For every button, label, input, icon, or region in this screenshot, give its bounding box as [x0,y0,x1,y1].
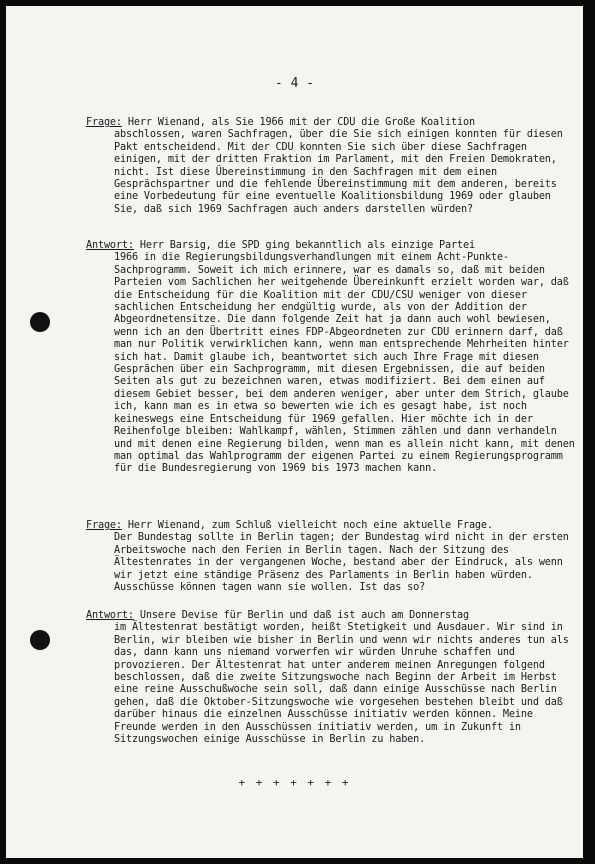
document-page [6,6,583,858]
answer-block [86,240,576,476]
question-block [86,520,576,594]
question-text: abschlossen, waren Sachfragen, über die Sie sich einigen konnten für diesen Pakt entscheidend. Mit der CDU konnten Sie sich über diese Sachfragen einigen, mit der dritten Fraktion im Parlament, mit den Freien Demokraten, nicht. Ist diese Übereinstimmung in den Sachfragen mit dem einen Gesprächspartner und die fehlende Übereinstimmung mit dem anderen, bereits eine Vorbedeutung für eine eventuelle Koalitionsbildung 1969 oder glauben Sie, daß sich 1969 Sachfragen auch anders darstellen würden? [114,129,563,215]
question-first-line: Herr Wienand, zum Schluß vielleicht noch eine aktuelle Frage. [127,520,493,531]
answer-block [86,610,576,746]
question-label: Frage: [86,520,122,531]
answer-label: Antwort: [86,240,134,251]
answer-first-line: Herr Barsig, die SPD ging bekanntlich als einzige Partei [139,240,475,251]
punch-hole-icon [30,630,50,650]
answer-text: 1966 in die Regierungsbildungsverhandlungen mit einem Acht-Punkte-Sachprogramm. Soweit ich mich erinnere, war es damals so, daß mit beiden Parteien vom Sachlichen her weitgehende Übereinkunft erzielt worden war, daß die Entscheidung für die Koalition mit der CDU/CSU weniger von dieser sachlichen Entscheidung her endgültig wurde, als von der Addition der Abgeordnetensitze. Die dann folgende Zeit hat ja dann auch wohl bewiesen, wenn ich an den Übertritt eines FDP-Abgeordneten zur CDU erinnern darf, daß man nur Politik verwirklichen kann, wenn man entsprechende Mehrheiten hinter sich hat. Damit glaube ich, beantwortet sich auch Ihre Frage mit diesen Gesprächen über ein Sachprogramm, mit diesen Ergebnissen, die auf beiden Seiten als gut zu bezeichnen waren, etwas modifiziert. Bei dem einen auf diesem Gebiet besser, bei dem anderen weniger, aber unter dem Strich, glaube ich, kann man es in etwa so bewerten wie ich es gesagt habe, ist noch keineswegs eine Entscheidung für 1969 gefallen. Hier möchte ich in der Reihenfolge bleiben: Wahlkampf, wählen, Stimmen zählen und dann verhandeln und mit denen eine Regierung bilden, wenn man es allein nicht kann, mit denen man optimal das Wahlprogramm der eigenen Partei zu einem Regierungsprogramm für die Bundesregierung von 1969 bis 1973 machen kann. [114,252,575,475]
end-marks: + + + + + + + [238,776,351,789]
page-number: - 4 - [274,76,315,91]
question-block [86,117,576,216]
answer-label: Antwort: [86,610,134,621]
answer-text: im Ältestenrat bestätigt worden, heißt Stetigkeit und Ausdauer. Wir sind in Berlin, wir bleiben wie bisher in Berlin und wenn wir nichts anderes tun als das, dann kann uns niemand vorwerfen wir würden Unruhe schaffen und provozieren. Der Ältestenrat hat unter anderem meinen Anregungen folgend beschlossen, daß die zweite Sitzungswoche nach Beginn der Arbeit im Herbst eine reine Ausschußwoche sein soll, daß dann einige Ausschüsse nach Berlin gehen, daß die Oktober-Sitzungswoche wie vorgesehen bestehen bleibt und daß darüber hinaus die einzelnen Ausschüsse initiativ werden können. Meine Freunde werden in den Ausschüssen initiativ werden, um in Zukunft in Sitzungswochen einige Ausschüsse in Berlin zu haben. [114,622,569,746]
question-text: Der Bundestag sollte in Berlin tagen; der Bundestag wird nicht in der ersten Arbeitswoche nach den Ferien in Berlin tagen. Nach der Sitzung des Ältestenrates in der vergangenen Woche, bestand aber der Eindruck, als wenn wir jetzt eine ständige Präsenz des Parlaments in Berlin haben würden. Ausschüsse können tagen wann sie wollen. Ist das so? [114,532,569,594]
question-first-line: Herr Wienand, als Sie 1966 mit der CDU die Große Koalition [127,117,475,128]
question-label: Frage: [86,117,122,128]
answer-first-line: Unsere Devise für Berlin und daß ist auch am Donnerstag [139,610,469,621]
punch-hole-icon [30,312,50,332]
